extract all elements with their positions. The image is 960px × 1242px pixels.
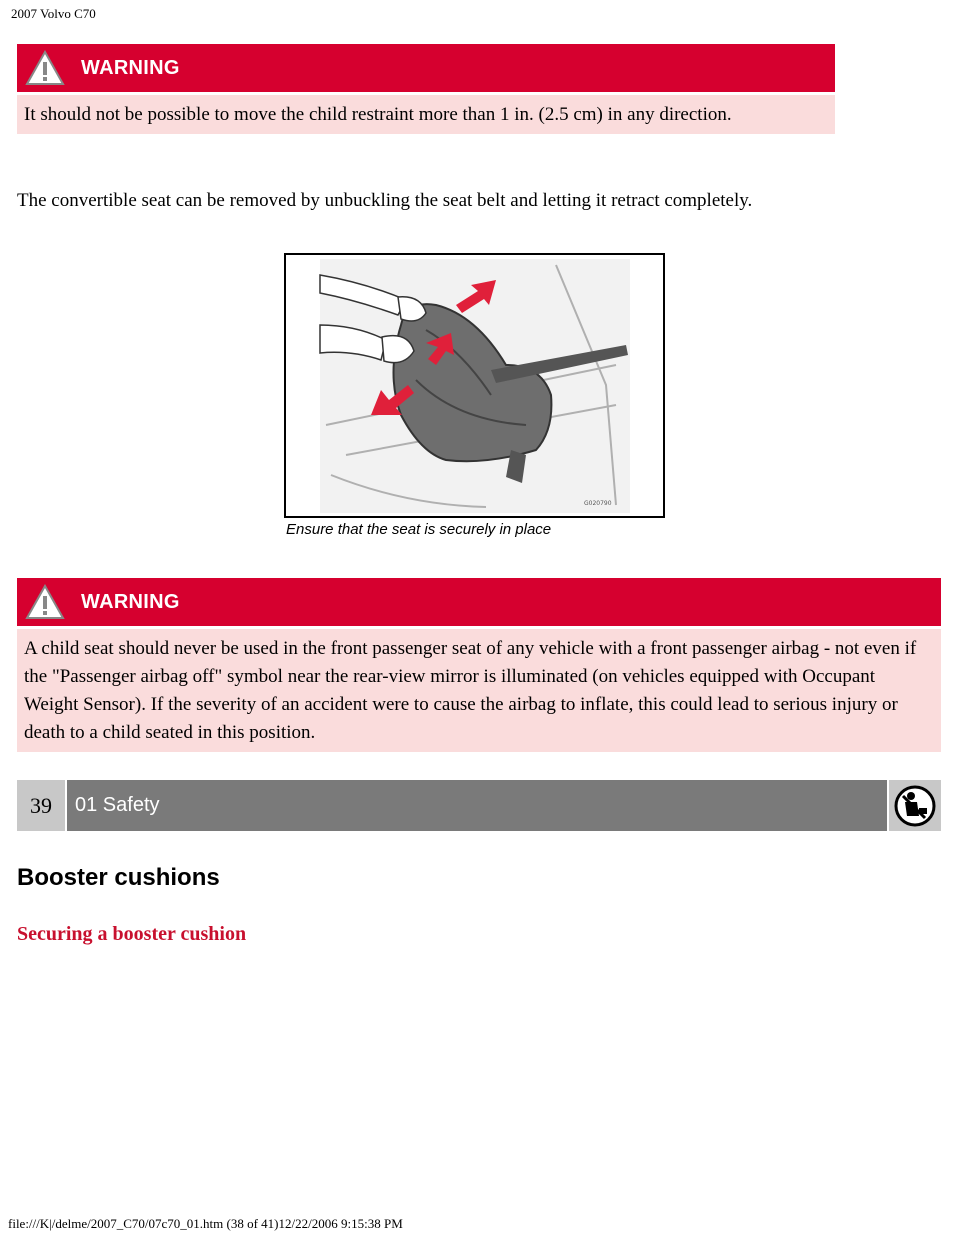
warning-title: WARNING bbox=[81, 56, 180, 79]
section-icon-box bbox=[889, 780, 941, 831]
warning-triangle-icon bbox=[25, 50, 65, 86]
document-footer: file:///K|/delme/2007_C70/07c70_01.htm (38 of 41)12/22/2006 9:15:38 PM bbox=[8, 1216, 403, 1231]
body-paragraph: The convertible seat can be removed by unbuckling the seat belt and letting it retract completely. bbox=[17, 190, 753, 211]
child-seat-illustration bbox=[284, 253, 665, 518]
warning-title: WARNING bbox=[81, 590, 180, 613]
warning-text: A child seat should never be used in the front passenger seat of any vehicle with a front passenger airbag - not even if the "Passenger airbag off" symbol near the rear-view mirror is illuminated (on vehicles equipped with Occupant Weight Sensor). If the severity of an accident were to cause the airbag to inflate, this could lead to serious injury or death to a child seated in this position. bbox=[24, 638, 917, 743]
page-number: 39 bbox=[17, 780, 65, 831]
seat-illustration-svg bbox=[286, 255, 663, 516]
seatbelt-icon bbox=[893, 784, 937, 828]
document-header: 2007 Volvo C70 bbox=[11, 6, 96, 21]
warning-box-1 bbox=[17, 44, 835, 134]
figure-code: G020790 bbox=[584, 500, 612, 507]
section-bar bbox=[17, 780, 941, 831]
figure-caption: Ensure that the seat is securely in place bbox=[286, 521, 552, 538]
warning-text: It should not be possible to move the child restraint more than 1 in. (2.5 cm) in any direction. bbox=[24, 104, 732, 125]
subheading: Securing a booster cushion bbox=[17, 923, 247, 945]
section-label: 01 Safety bbox=[67, 780, 887, 831]
warning-bar bbox=[17, 44, 835, 95]
warning-triangle-icon bbox=[25, 584, 65, 620]
warning-bar bbox=[17, 578, 941, 629]
warning-box-2 bbox=[17, 578, 941, 752]
page-title: Booster cushions bbox=[17, 864, 220, 891]
